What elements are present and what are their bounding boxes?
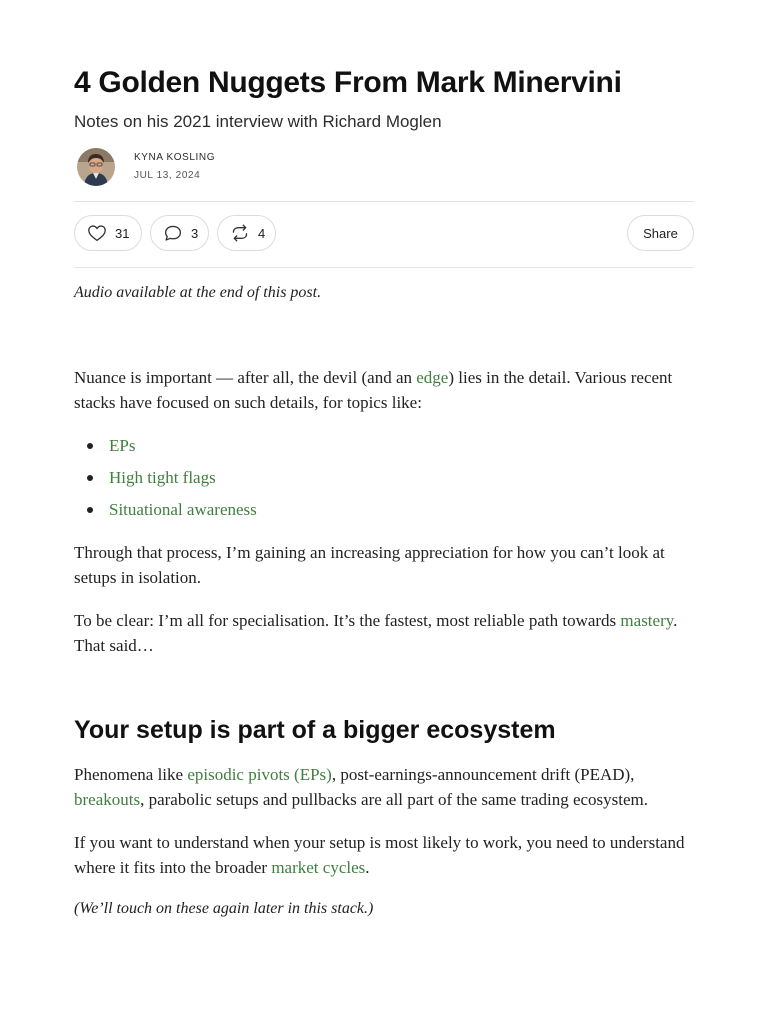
list-item	[74, 497, 257, 529]
divider	[74, 201, 694, 202]
restack-count: 4	[258, 225, 266, 241]
comment-count: 3	[191, 225, 199, 241]
paragraph-3	[74, 608, 694, 658]
link-market-cycles[interactable]: market cycles	[271, 858, 366, 877]
paragraph-text: . That said…	[74, 611, 678, 655]
paragraph-text: ) lies in the detail. Various recent stacks have focused on such details, for topics like:	[74, 368, 673, 412]
section-heading: Your setup is part of a bigger ecosystem	[74, 716, 556, 744]
bullet	[87, 475, 93, 481]
link-breakouts[interactable]: breakouts	[74, 790, 141, 809]
link-eps[interactable]: EPs	[109, 436, 136, 455]
paragraph-text: , parabolic setups and pullbacks are all part of the same trading ecosystem.	[140, 790, 649, 809]
paragraph-text: If you want to understand when your setup is most likely to work, you need to understand where it fits into the broader	[74, 833, 685, 877]
paragraph-2: Through that process, I’m gaining an increasing appreciation for how you can’t look at setups in isolation.	[74, 543, 665, 587]
link-situational-awareness[interactable]: Situational awareness	[109, 500, 257, 519]
link-edge[interactable]: edge	[416, 368, 449, 387]
link-mastery[interactable]: mastery	[620, 611, 674, 630]
post-subtitle: Notes on his 2021 interview with Richard Moglen	[74, 112, 442, 131]
closing-note: (We’ll touch on these again later in this stack.)	[74, 900, 374, 917]
like-count: 31	[115, 225, 130, 241]
audio-note: Audio available at the end of this post.	[74, 284, 322, 301]
paragraph-text: Phenomena like	[74, 765, 188, 784]
bullet	[87, 507, 93, 513]
author-name[interactable]: KYNA KOSLING	[134, 152, 216, 163]
share-button[interactable]: Share	[627, 215, 694, 251]
topics-list	[74, 433, 257, 529]
heart-icon	[87, 224, 107, 242]
restack-button[interactable]	[217, 215, 276, 251]
paragraph-text: To be clear: I’m all for specialisation. It’s the fastest, most reliable path towards	[74, 611, 621, 630]
post-date: JUL 13, 2024	[134, 170, 201, 181]
link-high-tight-flags[interactable]: High tight flags	[109, 468, 216, 487]
comment-button[interactable]	[150, 215, 209, 251]
divider	[74, 267, 694, 268]
paragraph-text: Nuance is important — after all, the devil (and an	[74, 368, 417, 387]
post-actions-bar	[74, 215, 694, 253]
paragraph-1	[74, 365, 694, 415]
paragraph-4	[74, 762, 694, 812]
bullet	[87, 443, 93, 449]
byline	[77, 148, 377, 188]
paragraph-text: .	[365, 858, 370, 877]
post-title: 4 Golden Nuggets From Mark Minervini	[74, 66, 622, 99]
list-item	[74, 465, 257, 497]
list-item	[74, 433, 257, 465]
restack-arrows-icon	[230, 224, 250, 242]
paragraph-5	[74, 830, 694, 880]
speech-bubble-icon	[163, 224, 183, 242]
paragraph-text: , post-earnings-announcement drift (PEAD),	[331, 765, 635, 784]
link-episodic-pivots[interactable]: episodic pivots (EPs)	[187, 765, 332, 784]
author-avatar[interactable]	[77, 148, 115, 186]
like-button[interactable]	[74, 215, 142, 251]
